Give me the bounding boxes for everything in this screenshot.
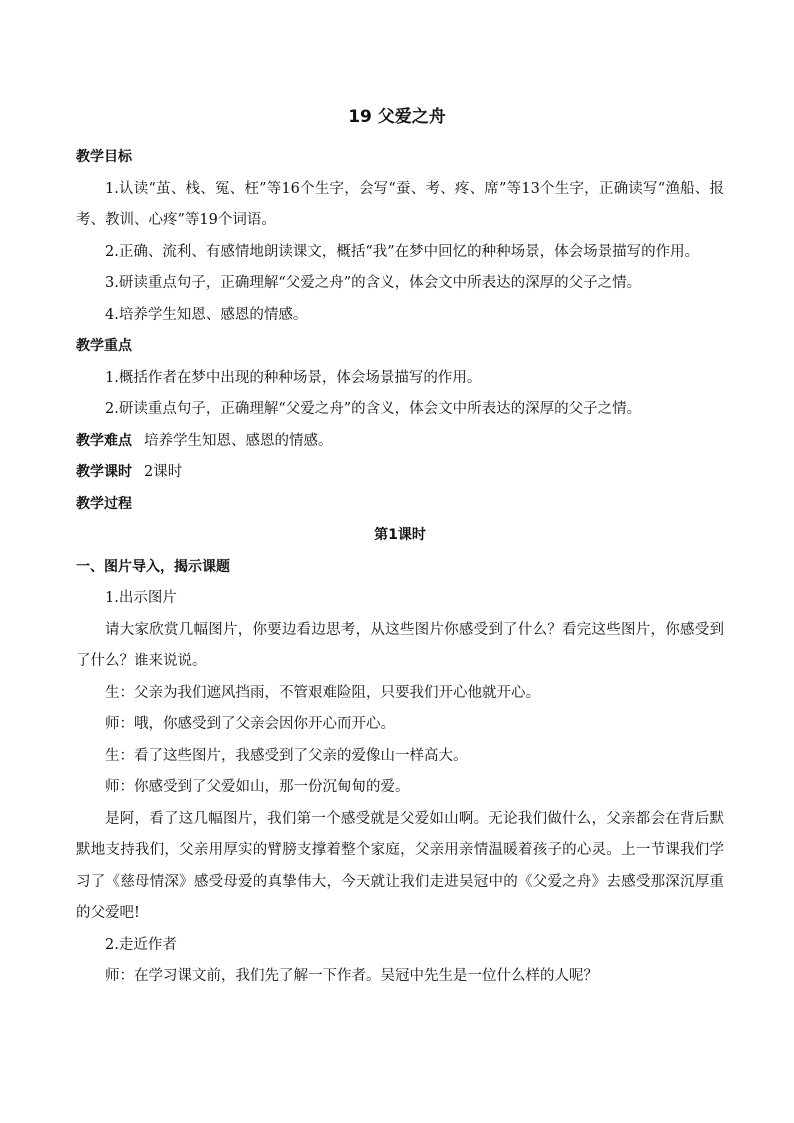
hours-line <box>76 457 724 489</box>
section1-sub1: 1.出示图片 <box>105 590 177 606</box>
dialogue-line: 生：看了这些图片，我感受到了父亲的爱像山一样高大。 <box>105 747 468 764</box>
dialogue-line: 师：在学习课文前，我们先了解一下作者。吴冠中先生是一位什么样的人呢？ <box>105 968 598 984</box>
goal-item: 2.正确、流利、有感情地朗读课文，概括“我”在梦中回忆的种种场景，体会场景描写的作用。 <box>105 243 700 260</box>
difficulty-line <box>76 426 724 458</box>
hours-label: 教学课时 <box>76 464 132 480</box>
document-body <box>76 142 724 993</box>
goal-item: 1.认读“茧、栈、冤、枉”等16个生字，会写“蚕、考、疼、席”等13个生字，正确读写“渔船、报考、教训、心疼”等19个词语。 <box>76 180 724 228</box>
section1-heading: 一、图片导入，揭示课题 <box>76 558 230 575</box>
key-point-item: 2.研读重点句子，正确理解“父爱之舟”的含义，体会文中所表达的深厚的父子之情。 <box>105 401 642 417</box>
body-paragraph: 是阿，看了这几幅图片，我们第一个感受就是父爱如山啊。无论我们做什么，父亲都会在背后默默地支持我们，父亲用厚实的臂膀支撑着整个家庭，父亲用亲情温暖着孩子的心灵。上一节课我们学习了《慈母情深》感受母爱的真挚伟大，今天就让我们走进吴冠中的《父爱之舟》去感受那深沉厚重的父爱吧! <box>76 810 724 921</box>
difficulty-label: 教学难点 <box>76 432 132 449</box>
goal-item: 4.培养学生知恩、感恩的情感。 <box>105 306 308 323</box>
dialogue-line: 师：哦，你感受到了父亲会因你开心而开心。 <box>105 716 395 732</box>
section-heading-key-points: 教学重点 <box>76 338 132 354</box>
lesson-title: 第1课时 <box>374 527 426 543</box>
body-paragraph: 请大家欣赏几幅图片，你要边看边思考，从这些图片你感受到了什么？看完这些图片，你感受到了什么？谁来说说。 <box>76 621 724 669</box>
section1-sub2: 2.走近作者 <box>105 936 177 953</box>
difficulty-value: 培养学生知恩、感恩的情感。 <box>144 432 333 449</box>
section-heading-goals: 教学目标 <box>76 149 132 165</box>
key-point-item: 1.概括作者在梦中出现的种种场景，体会场景描写的作用。 <box>105 369 482 386</box>
goal-item: 3.研读重点句子，正确理解“父爱之舟”的含义，体会文中所表达的深厚的父子之情。 <box>105 275 642 291</box>
dialogue-line: 生：父亲为我们遮风挡雨，不管艰难险阻，只要我们开心他就开心。 <box>105 684 540 701</box>
hours-value: 2课时 <box>144 464 183 480</box>
dialogue-line: 师：你感受到了父爱如山，那一份沉甸甸的爱。 <box>105 779 410 795</box>
page-title: 19 父爱之舟 <box>348 107 446 127</box>
section-heading-process: 教学过程 <box>76 495 132 512</box>
